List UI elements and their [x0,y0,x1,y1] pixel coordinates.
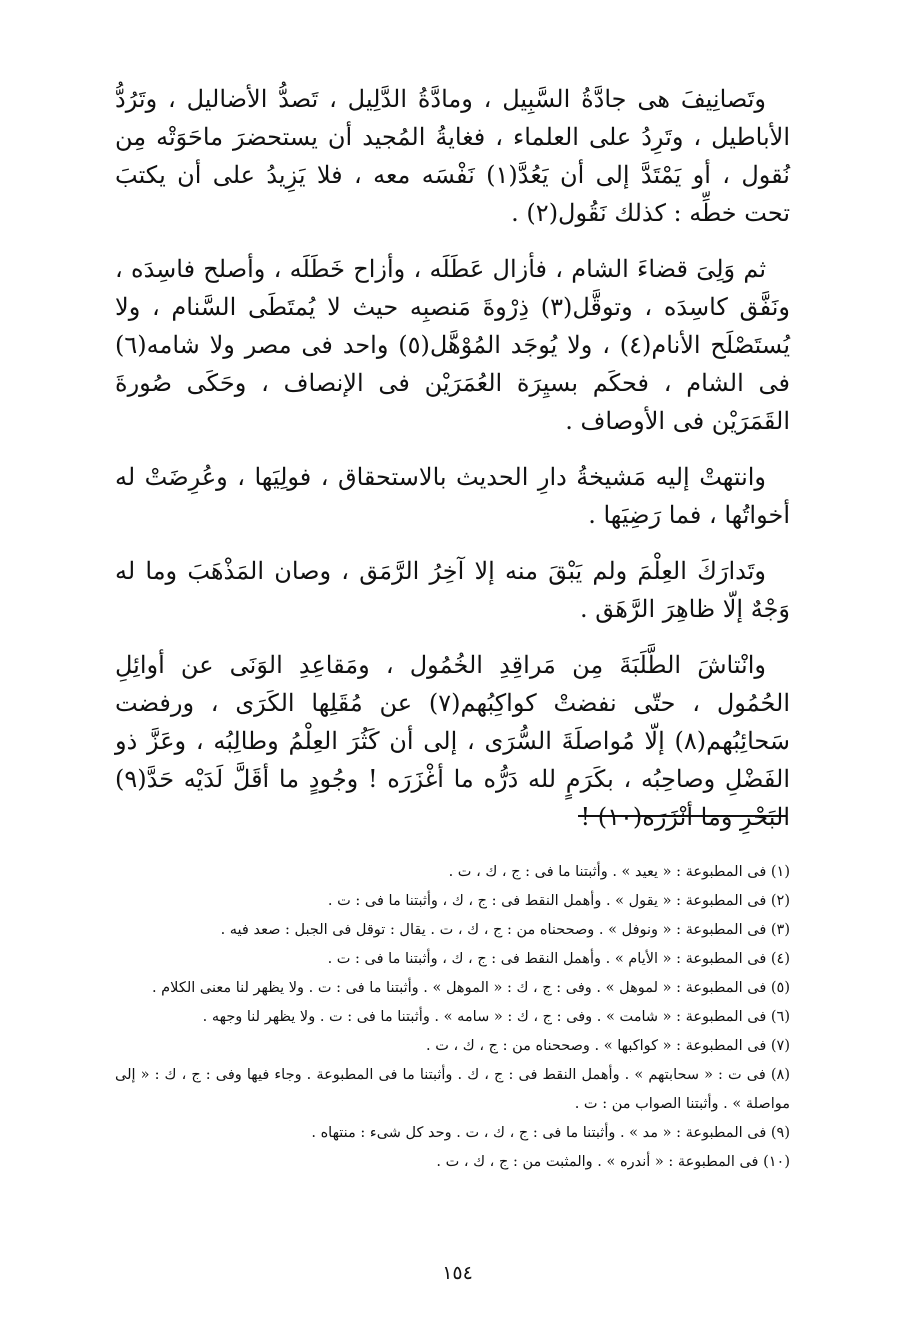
footnote: (١) فى المطبوعة : « يعيد » . وأثبتنا ما فى : ج ، ك ، ت . [448,864,790,880]
footnotes [115,858,790,1177]
paragraph: وانتهتْ إليه مَشيخةُ دارِ الحديث بالاستحقاق ، فولِيَها ، وعُرِضَتْ له أخواتُها ، فما رَضِيَها . [115,463,790,529]
footnote: (٥) فى المطبوعة : « لموهل » . وفى : ج ، ك : « الموهل » . وأثبتنا ما فى : ت . ولا يظهر لنا معنى الكلام . [151,980,790,996]
page-number: ١٥٤ [442,1262,473,1284]
footnote: (٦) فى المطبوعة : « شامت » . وفى : ج ، ك : « سامه » . وأثبتنا ما فى : ت . ولا يظهر لنا وجهه . [202,1009,790,1025]
paragraph: وانْتاشَ الطَّلَبَةَ مِن مَراقِدِ الخُمُول ، ومَقاعِدِ الوَنَى عن أوائِلِ الحُمُول ، حتّى نفضتْ كواكِبُهم(٧) عن مُقَلِها الكَرَى ، ورفضت سَحائِبُهم(٨) إلّا مُواصلَةَ السُّرَى ، إلى أن كَثُرَ العِلْمُ وطالِبُه ، وعَزَّ ذو الفَضْلِ وصاحِبُه ، بكَرَمٍ لله دَرُّه ما أغْزَرَه ! وجُودٍ ما أقَلَّ لَدَيْه حَدَّ(٩) البَحْرِ وما أنْزَرَه(١٠) ! [115,651,790,831]
footnote: (٢) فى المطبوعة : « يقول » . وأهمل النقط فى : ج ، ك ، وأثبتنا ما فى : ت . [327,893,790,909]
footnote-divider [578,815,786,817]
footnote: (١٠) فى المطبوعة : « أندره » . والمثبت من : ج ، ك ، ت . [436,1154,790,1170]
footnote: (٩) فى المطبوعة : « مد » . وأثبتنا ما فى : ج ، ك ، ت . وحد كل شىء : منتهاه . [311,1125,790,1141]
paragraph: وتَصانِيفَ هى جادَّةُ السَّبِيل ، ومادَّةُ الدَّلِيل ، تَصدُّ الأضاليل ، وتَرُدُّ الأباطيل ، وتَرِدُ على العلماء ، فغايةُ المُجيد أن يستحضرَ ماحَوَتْه مِن نُقول ، أو يَمْتَدَّ إلى أن يَعُدَّ(١) نَفْسَه معه ، فلا يَزِيدُ على أن يكتبَ تحت خطِّه : كذلك نَقُول(٢) . [115,85,790,227]
paragraph: ثم وَلِىَ قضاءَ الشام ، فأزال عَطَلَه ، وأزاح خَطَلَه ، وأصلح فاسِدَه ، ونَفَّق كاسِدَه ، وتوقَّل(٣) ذِرْوةَ مَنصبِه حيث لا يُمتَطَى السَّنام ، ولا يُستَصْلَح الأنام(٤) ، ولا يُوجَد المُوْهَّل(٥) واحد فى مصر ولا شامه(٦) فى الشام ، فحكَم بسيِرَة العُمَرَيْن فى الإنصاف ، وحَكَى صُورةَ القَمَرَيْن فى الأوصاف . [115,255,791,435]
footnote: (٨) فى ت : « سحابتهم » . وأهمل النقط فى : ج ، ك . وأثبتنا ما فى المطبوعة . وجاء فيها وفى : ج ، ك : « إلى مواصلة » . وأثبتنا الصواب من : ت . [115,1067,790,1112]
paragraph: وتَدارَكَ العِلْمَ ولم يَبْقَ منه إلا آخِرُ الرَّمَق ، وصان المَذْهَبَ وما له وَجْهٌ إلّا ظاهِرَ الرَّهَق . [115,557,790,623]
footnote: (٤) فى المطبوعة : « الأيام » . وأهمل النقط فى : ج ، ك ، وأثبتنا ما فى : ت . [327,951,790,967]
footnote: (٣) فى المطبوعة : « ونوفل » . وصححناه من : ج ، ك ، ت . يقال : توقل فى الجبل : صعد فيه . [220,922,790,938]
main-text [115,80,790,854]
footnote: (٧) فى المطبوعة : « كواكبها » . وصححناه من : ج ، ك ، ت . [426,1038,790,1054]
